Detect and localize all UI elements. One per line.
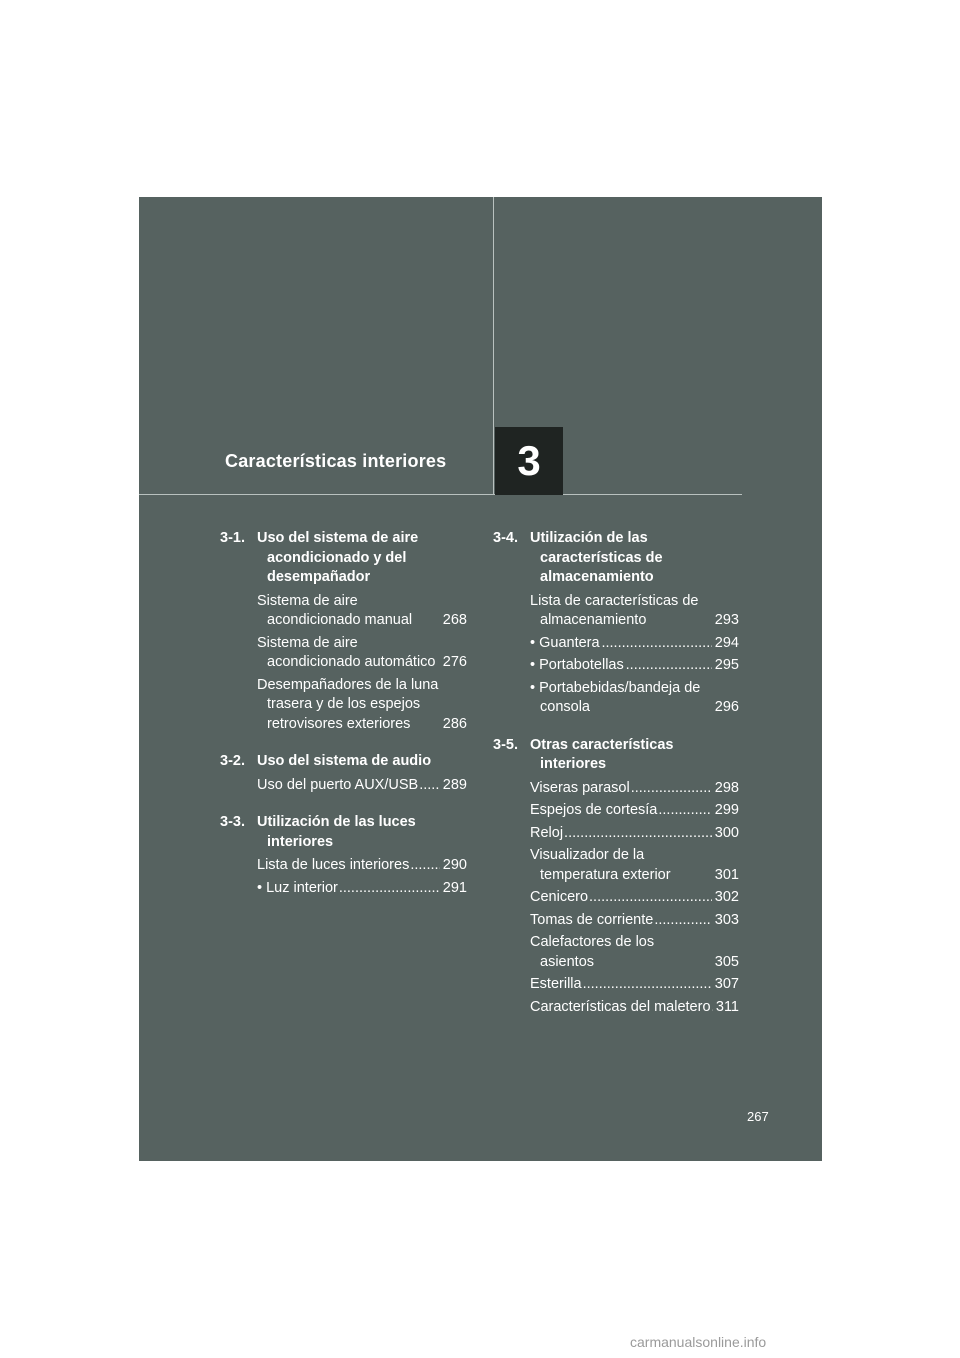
entry-label: Tomas de corriente: [530, 911, 654, 928]
chapter-number-badge: [495, 427, 563, 495]
toc-entry[interactable]: [257, 776, 467, 796]
entry-page-number: 302: [714, 889, 739, 905]
entry-page-number: 307: [714, 976, 739, 992]
entry-label: Lista de características de almacenamiento: [530, 592, 699, 628]
entry-page-number: 299: [714, 802, 739, 818]
section-number: 3-4.: [493, 530, 518, 546]
toc-section: [220, 813, 467, 898]
section-number: 3-2.: [220, 753, 245, 769]
toc-entry[interactable]: [257, 879, 467, 899]
dot-leader: [564, 824, 712, 844]
section-title: Utilización de las luces interiores: [257, 814, 416, 850]
toc-entry[interactable]: [530, 801, 739, 821]
entry-page-number: 291: [442, 879, 467, 896]
dot-leader: [626, 656, 712, 676]
toc-entry[interactable]: [530, 911, 739, 931]
entry-page-number: 294: [714, 634, 739, 651]
toc-section: [493, 736, 739, 1018]
toc-entry[interactable]: [530, 592, 739, 631]
entry-page-number: 305: [714, 953, 739, 970]
entry-page-number: 301: [714, 866, 739, 883]
section-number: 3-1.: [220, 530, 245, 546]
dot-leader: [658, 801, 711, 821]
section-heading[interactable]: [493, 529, 739, 588]
entry-label: Esterilla: [530, 976, 582, 992]
toc-entry[interactable]: [530, 998, 739, 1018]
dot-leader: [654, 911, 711, 931]
section-title: Utilización de las características de almacenamiento: [530, 530, 663, 585]
dot-leader: [419, 776, 440, 796]
entry-label: Visualizador de la temperatura exterior: [530, 847, 671, 883]
section-heading[interactable]: [220, 752, 467, 772]
toc-entry[interactable]: [530, 656, 739, 676]
entry-label: Lista de luces interiores: [257, 857, 410, 873]
watermark: carmanualsonline.info: [630, 1334, 767, 1350]
entry-page-number: 311: [715, 998, 739, 1015]
entry-label: • Luz interior: [257, 879, 338, 896]
entry-page-number: 300: [714, 824, 739, 841]
vertical-divider: [493, 197, 494, 495]
section-title: Uso del sistema de audio: [257, 753, 432, 769]
chapter-title: Características interiores: [225, 451, 447, 471]
toc-entry[interactable]: [257, 856, 467, 876]
entry-label: Calefactores de los asientos: [530, 934, 655, 970]
entry-page-number: 276: [442, 654, 467, 670]
section-heading[interactable]: [220, 813, 467, 852]
toc-entry[interactable]: [257, 634, 467, 673]
toc-section: [220, 752, 467, 795]
dot-leader: [601, 634, 711, 654]
toc-entry[interactable]: [530, 888, 739, 908]
entry-page-number: 290: [442, 857, 467, 873]
entry-label: Espejos de cortesía: [530, 802, 658, 818]
dot-leader: [410, 856, 439, 876]
entry-label: Viseras parasol: [530, 779, 630, 796]
entry-label: Reloj: [530, 824, 564, 841]
entry-label: Sistema de aire acondicionado manual: [257, 592, 413, 628]
entry-label: Sistema de aire acondicionado automático: [257, 634, 436, 670]
horizontal-divider: [139, 494, 742, 495]
entry-label: Desempañadores de la luna trasera y de los espejos retrovisores exteriores: [257, 676, 439, 732]
entry-page-number: 268: [442, 612, 467, 628]
entry-page-number: 303: [714, 911, 739, 928]
entry-label: Características del maletero: [530, 998, 711, 1015]
entry-label: • Portabebidas/bandeja de consola: [530, 679, 701, 715]
dot-leader: [583, 975, 712, 995]
entry-page-number: 298: [714, 779, 739, 796]
toc-entry[interactable]: [530, 975, 739, 995]
section-number: 3-5.: [493, 736, 518, 753]
entry-page-number: 289: [442, 776, 467, 793]
section-title: Uso del sistema de aire acondicionado y del desempañador: [257, 530, 419, 585]
toc-section: [493, 529, 739, 718]
entry-page-number: 293: [714, 612, 739, 628]
entry-page-number: 295: [714, 657, 739, 673]
chapter-number: 3: [517, 437, 541, 484]
dot-leader: [339, 879, 440, 899]
entry-label: • Guantera: [530, 634, 600, 651]
toc-entry[interactable]: [530, 634, 739, 654]
toc-entry[interactable]: [530, 824, 739, 844]
section-number: 3-3.: [220, 814, 245, 830]
dot-leader: [589, 888, 712, 908]
dot-leader: [712, 998, 713, 1018]
toc-entry[interactable]: [530, 846, 739, 885]
toc-entry[interactable]: [257, 592, 467, 631]
dot-leader: [631, 779, 712, 799]
entry-label: Cenicero: [530, 889, 589, 905]
entry-label: • Portabotellas: [530, 657, 624, 673]
toc-left-column: [220, 529, 467, 916]
section-heading[interactable]: [493, 736, 739, 775]
toc-section: [220, 529, 467, 734]
entry-page-number: 296: [714, 699, 739, 715]
toc-entry[interactable]: [257, 676, 467, 735]
toc-entry[interactable]: [530, 933, 739, 972]
section-title: Otras características interiores: [530, 736, 674, 772]
toc-entry[interactable]: [530, 779, 739, 799]
entry-page-number: 286: [442, 715, 467, 732]
entry-label: Uso del puerto AUX/USB: [257, 776, 419, 793]
page-number: 267: [747, 1109, 769, 1124]
toc-entry[interactable]: [530, 679, 739, 718]
toc-right-column: [493, 529, 739, 1035]
section-heading[interactable]: [220, 529, 467, 588]
